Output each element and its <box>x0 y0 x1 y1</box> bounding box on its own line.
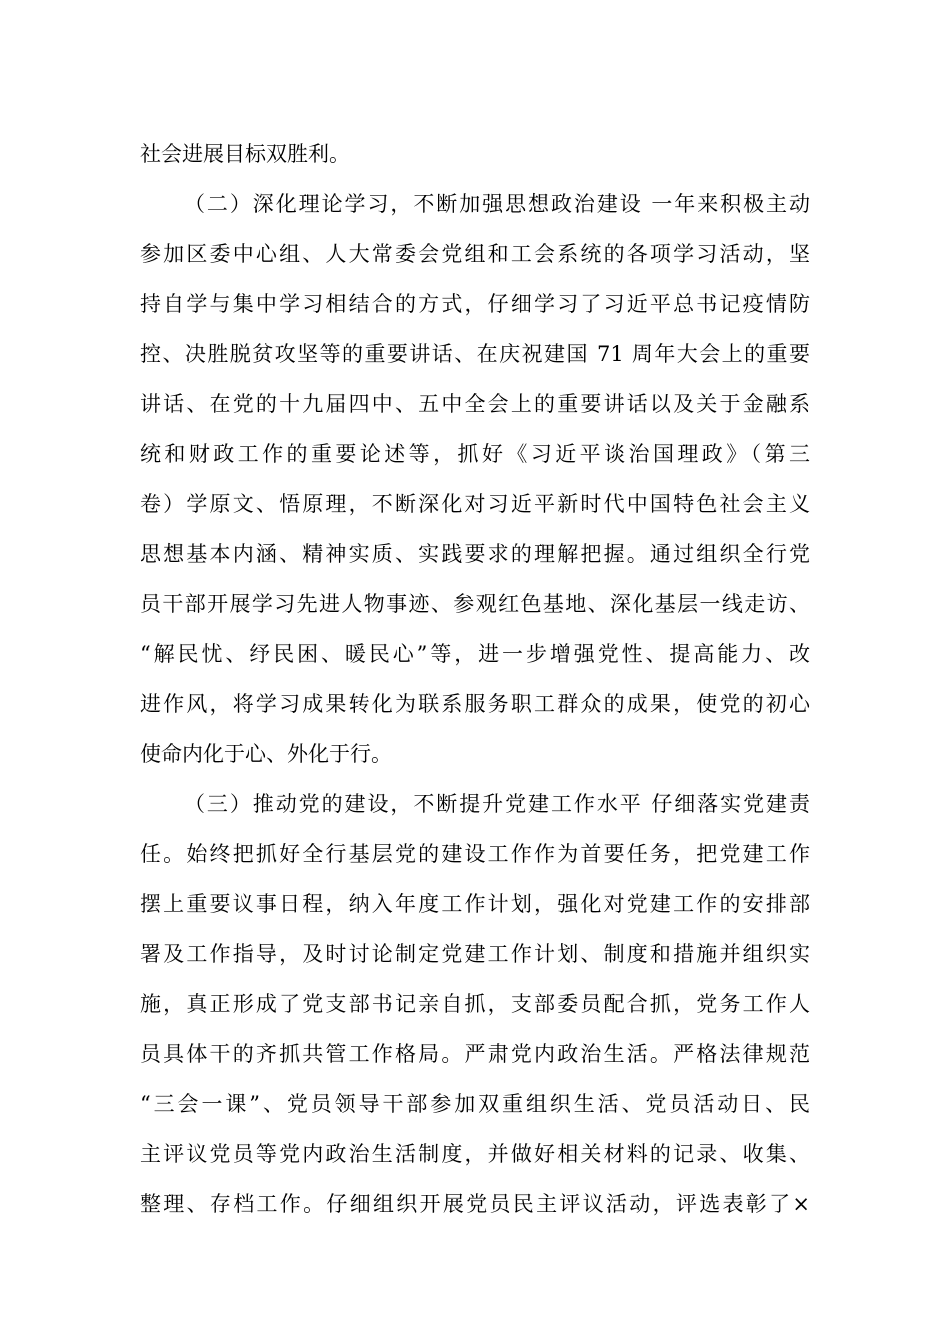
text-line: 任。始终把抓好全行基层党的建设工作作为首要任务，把党建工作 <box>140 842 810 866</box>
text-line: 使命内化于心、外化于行。 <box>140 742 392 766</box>
section-heading-line: （二）深化理论学习，不断加强思想政治建设 一年来积极主动 <box>184 192 810 216</box>
text-line: 员干部开展学习先进人物事迹、参观红色基地、深化基层一线走访、 <box>140 592 810 616</box>
text-line: 卷）学原文、悟原理，不断深化对习近平新时代中国特色社会主义 <box>140 492 810 516</box>
text-line: 进作风，将学习成果转化为联系服务职工群众的成果，使党的初心 <box>140 692 810 716</box>
section-heading-line: （三）推动党的建设，不断提升党建工作水平 仔细落实党建责 <box>184 792 810 816</box>
text-line: 社会进展目标双胜利。 <box>140 142 350 166</box>
text-line: 主评议党员等党内政治生活制度，并做好相关材料的记录、收集、 <box>140 1142 810 1166</box>
text-line: 控、决胜脱贫攻坚等的重要讲话、在庆祝建国 71 周年大会上的重要 <box>140 342 810 366</box>
text-line: 持自学与集中学习相结合的方式，仔细学习了习近平总书记疫情防 <box>140 292 810 316</box>
text-line: 参加区委中心组、人大常委会党组和工会系统的各项学习活动，坚 <box>140 242 810 266</box>
text-line: 统和财政工作的重要论述等，抓好《习近平谈治国理政》（第三 <box>140 442 810 466</box>
text-line: “解民忧、纾民困、暖民心”等，进一步增强党性、提高能力、改 <box>140 642 810 666</box>
text-line: 摆上重要议事日程，纳入年度工作计划，强化对党建工作的安排部 <box>140 892 810 916</box>
document-body <box>140 129 810 1229</box>
text-line: 员具体干的齐抓共管工作格局。严肃党内政治生活。严格法律规范 <box>140 1042 810 1066</box>
text-line: 思想基本内涵、精神实质、实践要求的理解把握。通过组织全行党 <box>140 542 810 566</box>
text-line: “三会一课”、党员领导干部参加双重组织生活、党员活动日、民 <box>140 1092 810 1116</box>
text-line: 署及工作指导，及时讨论制定党建工作计划、制度和措施并组织实 <box>140 942 810 966</box>
text-line: 施，真正形成了党支部书记亲自抓，支部委员配合抓，党务工作人 <box>140 992 810 1016</box>
text-line: 整理、存档工作。仔细组织开展党员民主评议活动，评选表彰了× <box>140 1192 810 1216</box>
text-line: 讲话、在党的十九届四中、五中全会上的重要讲话以及关于金融系 <box>140 392 810 416</box>
